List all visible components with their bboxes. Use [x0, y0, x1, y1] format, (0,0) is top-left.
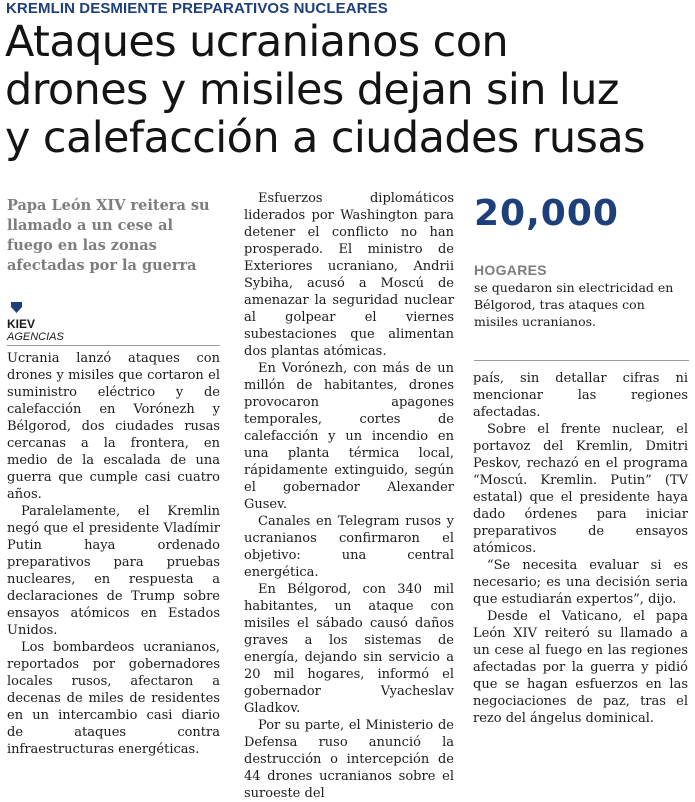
kicker: KREMLIN DESMIENTE PREPARATIVOS NUCLEARES	[6, 0, 388, 17]
article-column-2	[244, 190, 454, 802]
paragraph: Sobre el frente nuclear, el portavoz del Kremlin, Dmitri Peskov, rechazó en el programa “Moscú. Kremlin. Putin” (TV estatal) que el presidente haya dado órdenes para iniciar preparativos de ensayos atómicos.	[473, 422, 688, 556]
paragraph: Los bombardeos ucranianos, reportados por gobernadores locales rusos, afectaron a decenas de miles de residentes en un intercambio casi diario de ataques contra infraestructuras energéticas.	[7, 640, 220, 757]
subheadline: Papa León XIV reitera su llamado a un cese al fuego en las zonas afectadas por la guerra	[7, 197, 210, 274]
headline	[5, 18, 695, 162]
article-column-1	[7, 350, 220, 758]
highlight-text: se quedaron sin electricidad en Bélgorod, tras ataques con misiles ucranianos.	[474, 280, 674, 329]
headline-line-1: Ataques ucranianos con	[5, 17, 509, 67]
paragraph: En Bélgorod, con 340 mil habitantes, un ataque con misiles el sábado causó daños graves a los sistemas de energía, dejando sin servicio a 20 mil hogares, informó el gobernador Vyacheslav Gladkov.	[244, 582, 454, 716]
highlight-label: HOGARES	[474, 262, 547, 278]
paragraph: país, sin detallar cifras ni mencionar las regiones afectadas.	[473, 371, 688, 420]
article-column-3	[473, 370, 688, 727]
paragraph: “Se necesita evaluar si es necesario; es una decisión seria que estudiarán expertos”, dijo.	[473, 558, 688, 607]
highlight-divider	[474, 360, 689, 361]
paragraph: Ucrania lanzó ataques con drones y misiles que cortaron el suministro eléctrico y de calefacción en Vorónezh y Bélgorod, dos ciudades rusas cercanas a la frontera, en medio de la escalada de una guerra que cumple casi cuatro años.	[7, 351, 220, 502]
highlight-number: 20,000	[474, 193, 619, 234]
byline-agency: AGENCIAS	[7, 331, 64, 343]
paragraph: Canales en Telegram rusos y ucranianos confirmaron el objetivo: una central energética.	[244, 514, 454, 580]
byline-city: KIEV	[7, 317, 36, 331]
byline-marker-icon	[11, 302, 22, 313]
paragraph: En Vorónezh, con más de un millón de habitantes, drones provocaron apagones temporales, cortes de calefacción y un incendio en una planta térmica local, rápidamente extinguido, según el gobernador Alexander Gusev.	[244, 361, 454, 512]
headline-line-2: drones y misiles dejan sin luz	[5, 65, 619, 115]
headline-line-3: y calefacción a ciudades rusas	[5, 113, 645, 163]
paragraph: Paralelamente, el Kremlin negó que el presidente Vladímir Putin haya ordenado preparativos para pruebas nucleares, en respuesta a declaraciones de Trump sobre ensayos atómicos en Estados Unidos.	[7, 504, 220, 638]
paragraph: Por su parte, el Ministerio de Defensa ruso anunció la destrucción o intercepción de 44 drones ucranianos sobre el suroeste del	[244, 718, 454, 801]
paragraph: Desde el Vaticano, el papa León XIV reiteró su llamado a un cese al fuego en las regiones afectadas por la guerra y pidió que se hagan esfuerzos en las negociaciones de paz, tras el rezo del ángelus dominical.	[473, 609, 688, 726]
byline-divider	[7, 345, 220, 346]
paragraph: Esfuerzos diplomáticos liderados por Washington para detener el conflicto no han prosperado. El ministro de Exteriores ucraniano, Andrii Sybiha, acusó a Moscú de amenazar la seguridad nuclear al golpear el viernes subestaciones que alimentan dos plantas atómicas.	[244, 191, 454, 359]
